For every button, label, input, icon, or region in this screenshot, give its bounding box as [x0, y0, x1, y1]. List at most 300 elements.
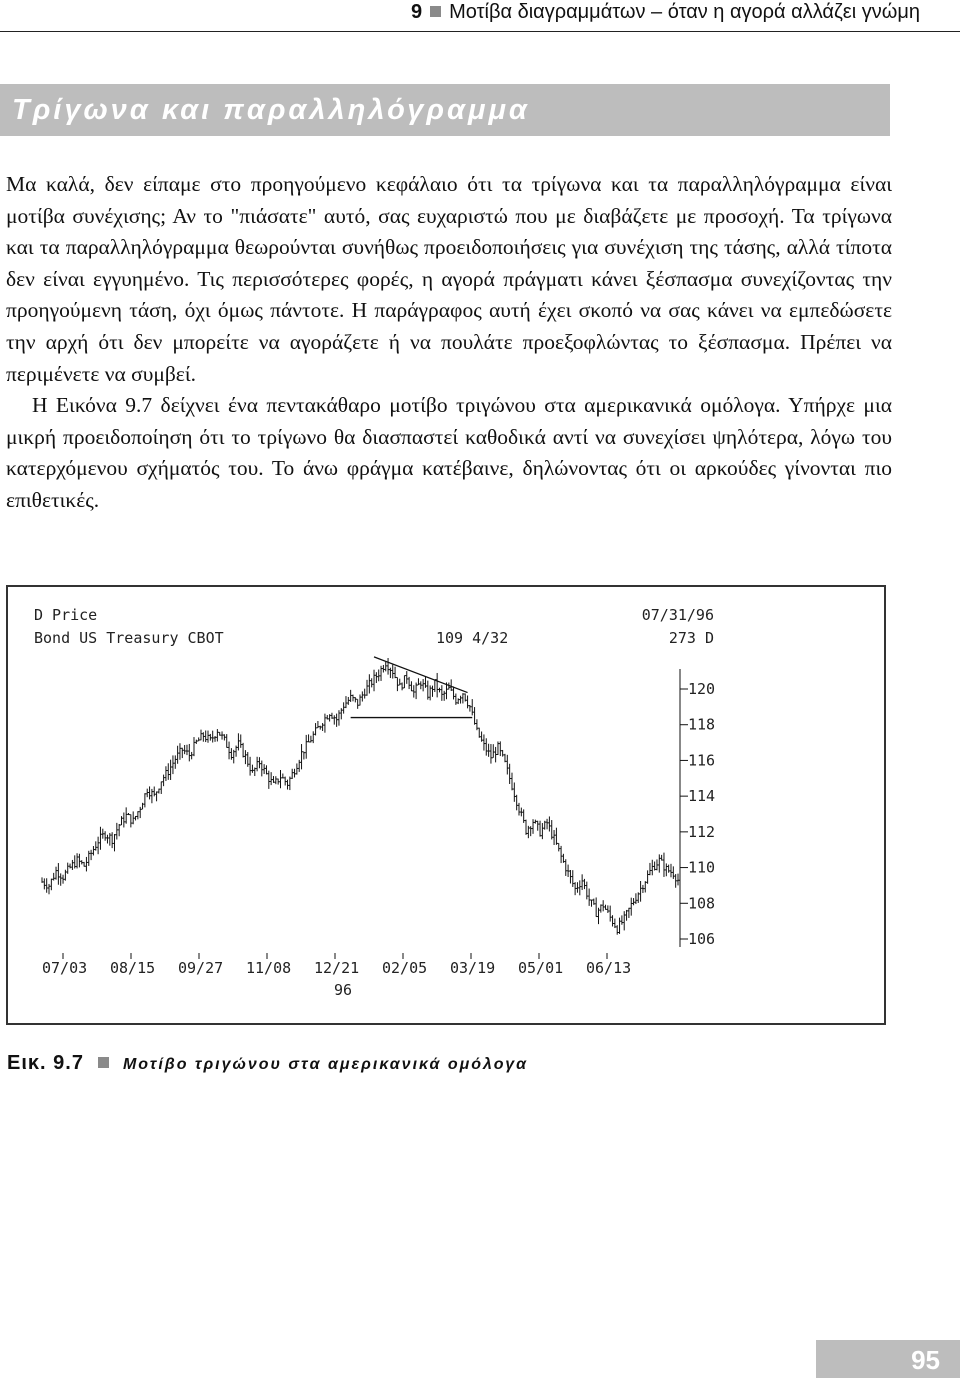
price-bar: [47, 878, 49, 892]
page-number-box: [816, 1340, 960, 1378]
price-bar: [194, 737, 196, 756]
price-bar: [63, 875, 65, 884]
price-bar: [311, 736, 313, 743]
price-bar: [542, 823, 544, 839]
price-bar: [374, 670, 376, 692]
price-bar: [213, 731, 215, 743]
price-bar: [570, 870, 572, 883]
price-bar: [599, 908, 601, 924]
price-bar: [227, 734, 229, 748]
price-bar: [376, 672, 378, 683]
price-bar: [379, 669, 381, 681]
price-bar: [437, 673, 439, 697]
price-bar: [283, 774, 285, 779]
price-bar: [362, 691, 364, 701]
square-bullet-icon: [430, 6, 441, 17]
price-bar: [666, 863, 668, 876]
price-bar: [264, 764, 266, 774]
square-bullet-icon: [98, 1057, 109, 1068]
price-bar: [297, 763, 299, 774]
price-bar: [505, 754, 507, 762]
price-bar: [594, 899, 596, 905]
section-banner: [0, 84, 890, 136]
price-bar: [463, 693, 465, 703]
price-bar: [414, 685, 416, 697]
price-bar: [491, 744, 493, 764]
price-bar: [201, 730, 203, 741]
page-number: 95: [911, 1345, 940, 1375]
price-bar: [175, 755, 177, 768]
price-bar: [100, 827, 102, 850]
price-bar: [325, 714, 327, 733]
price-bar: [365, 689, 367, 699]
price-bar: [187, 745, 189, 755]
price-bar: [182, 748, 184, 758]
price-bar: [65, 870, 67, 881]
price-bar: [58, 863, 60, 885]
x-tick-label: 05/01: [518, 959, 564, 977]
price-bar: [407, 671, 409, 684]
price-bars: [42, 658, 680, 935]
price-bar: [479, 728, 481, 738]
price-bar: [292, 769, 294, 779]
price-bar: [124, 813, 126, 828]
price-bar: [601, 904, 603, 912]
price-chart: [8, 587, 884, 1023]
price-bar: [224, 734, 226, 740]
price-bar: [54, 873, 56, 881]
price-bar: [164, 775, 166, 787]
price-bar: [117, 823, 119, 840]
price-bar: [657, 859, 659, 870]
price-bar: [318, 721, 320, 728]
price-bar: [119, 824, 121, 836]
y-tick-label: 108: [688, 894, 716, 913]
price-bar: [51, 879, 53, 891]
price-bar: [199, 737, 201, 741]
price-bar: [402, 682, 404, 690]
price-bar: [222, 731, 224, 739]
x-axis: [42, 953, 631, 977]
price-bar: [465, 693, 467, 701]
price-bar: [503, 750, 505, 757]
price-bar: [591, 900, 593, 907]
price-bar: [538, 821, 540, 831]
price-bar: [421, 681, 423, 689]
price-bar: [210, 734, 212, 741]
price-bar: [180, 743, 182, 760]
price-bar: [129, 813, 131, 815]
price-bar: [145, 793, 147, 807]
y-tick-label: 118: [688, 715, 716, 734]
price-bar: [281, 770, 283, 788]
price-bar: [266, 765, 268, 774]
price-bar: [563, 854, 565, 863]
price-bar: [93, 846, 95, 855]
figure-label: Εικ. 9.7: [7, 1052, 84, 1074]
price-bar: [84, 862, 86, 867]
price-bar: [549, 816, 551, 831]
price-bar: [512, 773, 514, 791]
price-bar: [112, 832, 114, 848]
price-bar: [107, 835, 109, 844]
price-bar: [131, 814, 133, 827]
price-bar: [622, 915, 624, 924]
price-bar: [285, 777, 287, 786]
price-bar: [68, 863, 70, 874]
price-bar: [531, 826, 533, 836]
price-bar: [559, 843, 561, 851]
price-bar: [150, 786, 152, 799]
price-bar: [133, 811, 135, 824]
price-bar: [669, 865, 671, 873]
x-tick-label: 11/08: [246, 959, 292, 977]
price-bar: [662, 855, 664, 861]
price-bar: [140, 807, 142, 818]
price-bar: [323, 723, 325, 731]
x-tick-label: 08/15: [110, 959, 156, 977]
price-bar: [566, 859, 568, 876]
price-bar: [288, 780, 290, 790]
price-bar: [430, 685, 432, 700]
price-bar: [234, 750, 236, 764]
x-tick-label: 06/13: [586, 959, 632, 977]
price-bar: [147, 789, 149, 798]
chart-header-instrument: Bond US Treasury CBOT: [34, 629, 224, 647]
price-bar: [652, 860, 654, 876]
x-tick-label: 02/05: [382, 959, 428, 977]
price-bar: [369, 674, 371, 693]
price-bar: [423, 679, 425, 691]
price-bar: [154, 786, 156, 796]
price-bar: [608, 905, 610, 913]
price-bar: [56, 867, 58, 880]
price-bar: [519, 803, 521, 816]
price-bar: [122, 816, 124, 825]
price-bar: [589, 889, 591, 906]
price-bar: [486, 738, 488, 755]
price-bar: [248, 752, 250, 767]
price-bar: [231, 748, 233, 760]
price-bar: [372, 678, 374, 687]
price-bar: [428, 681, 430, 700]
price-bar: [397, 677, 399, 691]
price-bar: [206, 730, 208, 742]
price-bar: [332, 713, 334, 719]
price-bar: [554, 830, 556, 845]
price-bar: [259, 757, 261, 768]
price-bar: [42, 877, 44, 883]
y-tick-label: 106: [688, 930, 716, 948]
price-bar: [72, 860, 74, 870]
price-bar: [353, 695, 355, 702]
y-axis: [680, 669, 715, 948]
running-header-text: [411, 0, 920, 24]
y-tick-label: 116: [688, 751, 716, 770]
price-bar: [159, 789, 161, 794]
price-bar: [411, 681, 413, 691]
price-bar: [540, 821, 542, 837]
price-bar: [629, 908, 631, 918]
price-bar: [96, 841, 98, 850]
price-bar: [157, 791, 159, 801]
price-bar: [671, 864, 673, 877]
price-bar: [634, 898, 636, 905]
price-bar: [458, 698, 460, 704]
price-bar: [493, 744, 495, 758]
price-bar: [304, 752, 306, 760]
price-bar: [395, 667, 397, 678]
price-bar: [173, 755, 175, 774]
price-bar: [278, 779, 280, 785]
price-bar: [613, 915, 615, 926]
price-bar: [545, 821, 547, 830]
price-bar: [584, 879, 586, 889]
price-bar: [507, 755, 509, 775]
price-bar: [636, 893, 638, 904]
price-bar: [547, 819, 549, 829]
price-bar: [367, 680, 369, 696]
running-header: [0, 0, 960, 32]
price-bar: [273, 776, 275, 783]
price-bar: [327, 715, 329, 719]
price-bar: [425, 677, 427, 688]
price-bar: [477, 719, 479, 730]
x-tick-label: 07/03: [42, 959, 88, 977]
price-bar: [126, 807, 128, 823]
price-bar: [98, 837, 100, 855]
price-bar: [360, 695, 362, 706]
price-bar: [641, 881, 643, 902]
price-bar: [482, 732, 484, 742]
x-tick-label: 09/27: [178, 959, 224, 977]
price-bar: [617, 925, 619, 935]
price-bar: [320, 726, 322, 730]
price-bar: [255, 768, 257, 776]
price-bar: [355, 697, 357, 702]
chapter-number: 9: [410, 1, 423, 23]
price-bar: [418, 678, 420, 685]
price-bar: [435, 680, 437, 692]
price-bar: [161, 782, 163, 794]
price-bar: [484, 734, 486, 750]
price-bar: [269, 771, 271, 789]
price-bar: [580, 880, 582, 895]
y-tick-label: 120: [688, 680, 716, 698]
price-bar: [383, 665, 385, 673]
price-bar: [257, 757, 259, 772]
price-bar: [432, 686, 434, 697]
price-bar: [440, 688, 442, 693]
price-bar: [526, 820, 528, 835]
price-bar: [510, 764, 512, 784]
y-tick-label: 112: [688, 822, 716, 841]
price-bar: [192, 752, 194, 759]
price-bar: [631, 898, 633, 916]
price-bar: [390, 668, 392, 678]
price-bar: [676, 874, 678, 888]
price-bar: [79, 854, 81, 868]
price-bar: [535, 820, 537, 824]
price-bar: [475, 707, 477, 725]
price-bar: [461, 696, 463, 704]
price-bar: [659, 854, 661, 872]
price-bar: [252, 765, 254, 773]
chart-header-date: 07/31/96: [641, 606, 714, 624]
price-bar: [620, 918, 622, 934]
price-bar: [351, 690, 353, 702]
price-bar: [334, 715, 336, 724]
price-bar: [514, 782, 516, 801]
price-bar: [521, 808, 523, 817]
price-bar: [316, 723, 318, 735]
price-bar: [381, 666, 383, 681]
price-bar: [203, 732, 205, 741]
price-bar: [650, 863, 652, 875]
price-bar: [348, 697, 350, 705]
price-bar: [236, 746, 238, 757]
price-bar: [302, 744, 304, 769]
price-bar: [138, 811, 140, 819]
figure-caption-text: Μοτίβο τριγώνου στα αμερικανικά ομόλογα: [122, 1056, 529, 1073]
price-bar: [500, 741, 502, 756]
price-bar: [655, 862, 657, 871]
price-bar: [208, 731, 210, 743]
x-tick-label: 03/19: [450, 959, 496, 977]
section-title: Τρίγωνα και παραλληλόγραμμα: [12, 94, 530, 126]
price-bar: [524, 809, 526, 823]
price-bar: [610, 906, 612, 922]
price-bar: [577, 882, 579, 892]
price-bar: [306, 735, 308, 759]
price-bar: [627, 910, 629, 921]
price-bar: [442, 685, 444, 701]
price-bar: [416, 683, 418, 700]
price-bar: [496, 747, 498, 762]
price-bar: [136, 816, 138, 820]
price-bar: [82, 860, 84, 864]
price-bar: [468, 695, 470, 708]
price-bar: [400, 679, 402, 686]
price-bar: [196, 740, 198, 744]
price-bar: [603, 900, 605, 911]
price-bar: [528, 826, 530, 838]
price-bar: [393, 665, 395, 679]
price-bar: [243, 743, 245, 758]
chart-header-last-price: 109 4/32: [436, 629, 509, 647]
price-bar: [341, 708, 343, 719]
price-bar: [615, 919, 617, 928]
price-bar: [241, 734, 243, 747]
price-bar: [648, 870, 650, 883]
price-bar: [664, 853, 666, 877]
price-bar: [587, 882, 589, 900]
price-bar: [573, 870, 575, 887]
price-bar: [404, 676, 406, 689]
price-bar: [77, 853, 79, 868]
price-bar: [75, 855, 77, 868]
price-bar: [556, 828, 558, 845]
price-bar: [295, 769, 297, 778]
price-bar: [498, 741, 500, 754]
paragraph-1: Μα καλά, δεν είπαμε στο προηγούμενο κεφάλαιο ότι τα τρίγωνα και τα παραλληλόγραμμα είναι μοτίβα συνέχισης; Αν το "πιάσατε" αυτό, σας ευχαριστώ που με διαβάζετε με προσοχή. Τα τρίγωνα και τα παραλληλόγραμμα θεωρούνται συνήθως προειδοποιήσεις για συνέχιση της τάσης, αλλά τίποτα δεν είναι εγγυημένο. Τις περισσότερες φορές, η αγορά πράγματι κάνει ξέσπασμα συνεχίζοντας την προηγούμενη τάση, όχι όμως πάντοτε. Η παράγραφος αυτή έχει σκοπό να σας κάνει να εμπεδώσετε την αρχή ότι δεν μπορείτε να αγοράζετε ή να πουλάτε προεξοφλώντας το ξέσπασμα. Πρέπει να περιμένετε να συμβεί.: [6, 172, 892, 386]
body-text: [6, 169, 892, 517]
price-bar: [168, 763, 170, 780]
price-bar: [271, 772, 273, 785]
price-bar: [344, 702, 346, 713]
figure-frame: [6, 585, 886, 1025]
price-bar: [313, 731, 315, 743]
price-bar: [238, 733, 240, 750]
x-axis-year-label: 96: [333, 981, 353, 999]
price-bar: [606, 905, 608, 910]
price-bar: [299, 760, 301, 772]
price-bar: [517, 795, 519, 811]
price-bar: [330, 714, 332, 721]
price-bar: [472, 699, 474, 715]
price-bar: [103, 829, 105, 839]
price-bar: [105, 831, 107, 841]
figure-caption: [7, 1052, 528, 1075]
price-bar: [110, 833, 112, 846]
price-bar: [645, 881, 647, 892]
price-bar: [70, 864, 72, 869]
price-bar: [596, 897, 598, 916]
price-bar: [561, 846, 563, 863]
price-bar: [61, 873, 63, 885]
y-tick-label: 114: [688, 787, 716, 806]
price-bar: [409, 677, 411, 689]
y-tick-label: 110: [688, 858, 716, 877]
chapter-title: Μοτίβα διαγραμμάτων – όταν η αγορά αλλάζει γνώμη: [449, 1, 920, 23]
price-bar: [114, 834, 116, 851]
price-bar: [346, 696, 348, 708]
price-bar: [89, 851, 91, 866]
price-bar: [171, 760, 173, 780]
price-bar: [178, 746, 180, 764]
price-bar: [339, 710, 341, 725]
price-bar: [451, 679, 453, 691]
price-bar: [489, 744, 491, 757]
price-bar: [388, 658, 390, 675]
price-bar: [575, 882, 577, 895]
price-bar: [189, 744, 191, 761]
price-bar: [250, 757, 252, 776]
paragraph-2: Η Εικόνα 9.7 δείχνει ένα πεντακάθαρο μοτίβο τριγώνου στα αμερικανικά ομόλογα. Υπήρχε μια μικρή προειδοποίηση ότι το τρίγωνο θα διασπαστεί καθοδικά αντί να συνεχίσει ψηλότερα, λόγω του κατερχόμενου σχήματός του. Το άνω φράγμα κατέβαινε, δηλώνοντας ότι οι αρκούδες γίνονται πιο επιθετικές.: [6, 393, 892, 512]
price-bar: [276, 776, 278, 784]
price-bar: [533, 819, 535, 834]
price-bar: [49, 884, 51, 894]
price-bar: [673, 866, 675, 879]
header-rule: [0, 31, 960, 32]
price-bar: [44, 878, 46, 889]
price-bar: [456, 694, 458, 705]
price-bar: [217, 729, 219, 741]
price-bar: [86, 857, 88, 871]
price-bar: [290, 777, 292, 791]
price-bar: [215, 736, 217, 742]
price-bar: [568, 865, 570, 877]
price-bar: [638, 892, 640, 903]
price-bar: [245, 750, 247, 764]
price-bar: [582, 874, 584, 890]
price-bar: [386, 662, 388, 672]
price-bar: [624, 911, 626, 930]
price-bar: [229, 742, 231, 760]
price-bar: [220, 732, 222, 736]
price-bar: [91, 850, 93, 860]
price-bar: [262, 761, 264, 777]
